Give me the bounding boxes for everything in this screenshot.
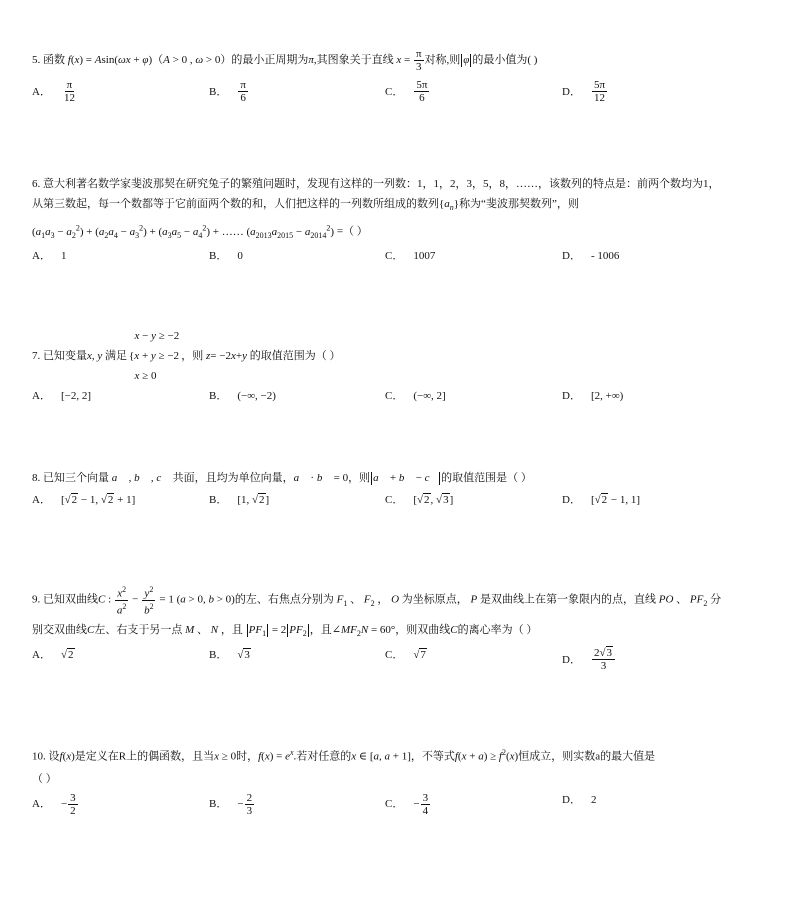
option-den: 12 [63, 92, 75, 104]
option-b[interactable] [209, 79, 249, 104]
stem-text: 对称,则 [424, 54, 461, 67]
option-c[interactable] [385, 388, 446, 404]
option-a[interactable] [32, 388, 91, 404]
stem-text: 为坐标原点， [401, 593, 468, 606]
stem-text: 的最小值为( ) [472, 54, 538, 67]
question-6-line-3 [32, 218, 772, 246]
constraint-system: x − y ≥ −2 {x + y ≥ −2 x ≥ 0 [129, 330, 180, 382]
option-d[interactable] [562, 246, 619, 266]
option-label: D． [562, 494, 581, 506]
option-text: [2, +∞) [590, 390, 624, 402]
option-b[interactable] [209, 388, 276, 404]
option-den: 12 [593, 92, 605, 104]
option-label: B． [209, 494, 228, 506]
option-a[interactable] [32, 79, 78, 104]
option-den: 6 [240, 92, 246, 104]
option-math: [√2 − 1, 1] [590, 494, 641, 506]
math-expression: $(a_1a_3 - a_2^2) + (a_2a_4 - a_3^2) + (a_3a_5 - a_4^2)$ + …… $(a_{2013}a_{2015} - a_{2014}^2)$ [32, 223, 335, 241]
option-den: 3 [246, 804, 253, 817]
stem-text: ，则 [348, 472, 371, 484]
stem-text: 是定义在R上的偶函数，且当 [74, 750, 215, 763]
option-sign: − [413, 798, 420, 811]
option-d[interactable] [562, 492, 640, 508]
option-num: π [66, 79, 73, 91]
option-label: A． [32, 798, 51, 811]
option-sign: − [237, 798, 244, 811]
option-label: A． [32, 85, 51, 98]
question-6-line-1 [32, 174, 772, 194]
option-num: 2 [246, 791, 253, 804]
option-text: - 1006 [590, 250, 620, 263]
stem-text: 的取值范围是（ ） [441, 472, 532, 484]
question-9-line-2: 别交双曲线C左、右支于另一点 M 、 N ，且 $PF_1 = 2$ $PF_2$ ，且$\angle MF_2N = 60^\circ$，则双曲线C的离心率为（ ） [32, 623, 538, 639]
stem-text: 时， [236, 750, 259, 763]
question-number: 8. [32, 472, 41, 484]
option-label: A． [32, 390, 51, 402]
stem-text: 恒成立，则实数a的最大值是 [518, 750, 656, 763]
stem-text: ，不等式 [410, 750, 455, 763]
option-text: 0 [237, 250, 243, 263]
question-number: 5. [32, 54, 41, 67]
stem-text: 从第三数起，每一个数都等于它前面两个数的和，人们把这样的一列数所组成的数列 [32, 198, 439, 210]
option-label: A． [32, 494, 51, 506]
option-c[interactable] [385, 647, 427, 663]
stem-text: 函数 [43, 54, 65, 67]
option-d[interactable] [562, 647, 616, 672]
option-c[interactable] [385, 79, 430, 104]
question-6-line-2: 从第三数起，每一个数都等于它前面两个数的和，人们把这样的一列数所组成的数列$\{a_n\}$称为“斐波那契数列”，则 [32, 198, 579, 213]
question-8 [32, 470, 772, 526]
question-8-stem: 8. 已知三个向量 a⃗ , b⃗ , c⃗ 共面，且均为单位向量，a⃗ · b⃗ = 0，则 a⃗ + b⃗ − c⃗ 的取值范围是（ ） [32, 472, 532, 484]
stem-text: 设 [48, 750, 60, 763]
option-den: 6 [419, 92, 425, 104]
option-label: A． [32, 649, 51, 662]
stem-text: 共面，且均为单位向量， [172, 472, 294, 484]
question-number: 7. [32, 350, 41, 362]
stem-text: 已知双曲线 [43, 593, 98, 606]
option-c[interactable] [385, 246, 435, 266]
question-6 [32, 174, 772, 280]
question-5 [32, 48, 772, 113]
option-text: (−∞, 2] [413, 390, 446, 402]
option-label: B． [209, 250, 228, 263]
question-7-stem: 7. 已知变量 x, y 满足 x − y ≥ −2 {x + y ≥ −2 x ≥ 0 ，则 z = −2 x + y 的取值范围为（ ） [32, 326, 772, 386]
question-9-line-1: 9. 已知双曲线C : $\frac{x^2}{a^2}$ − $\frac{y^2}{b^2}$ = 1 (a > 0, b > 0)的左、右焦点分别为 $F_1$ 、 $F_2$ ， O 为坐标原点， P 是双曲线上在第一象限内的点，直线 PO 、 $PF_2$ 分 [32, 585, 722, 617]
question-number: 9. [32, 593, 41, 606]
option-sign: − [60, 798, 68, 811]
option-label: A． [32, 250, 51, 263]
option-math: √2 [60, 649, 74, 662]
stem-text: 称为“斐波那契数列”，则 [459, 198, 579, 210]
option-text: [−2, 2] [60, 390, 91, 402]
stem-text: ，且 [220, 623, 243, 636]
option-label: C． [385, 494, 404, 506]
question-number: 10. [32, 750, 46, 763]
option-math: [√2 − 1, √2 + 1] [60, 494, 136, 506]
option-den: 2 [70, 804, 76, 817]
option-math: [1, √2] [237, 494, 270, 506]
option-c[interactable] [385, 792, 431, 817]
stem-text: =（ ） [336, 225, 368, 238]
question-7 [32, 326, 772, 422]
stem-text: 满足 [105, 350, 128, 362]
option-a[interactable] [32, 492, 135, 508]
question-number: 6. [32, 178, 41, 190]
stem-text: 别交双曲线 [32, 623, 87, 636]
option-label: C． [385, 250, 404, 263]
stem-text: ,其图象关于直线 [313, 54, 394, 67]
option-text: (−∞, −2) [237, 390, 276, 402]
stem-text: 的取值范围为（ ） [249, 350, 341, 362]
option-label: C． [385, 85, 404, 98]
option-num: π [240, 79, 246, 91]
option-text: 2 [590, 793, 597, 806]
option-label: B． [209, 85, 228, 98]
stem-text: 已知三个向量 [43, 472, 109, 484]
question-10-line-1: 10. 设f(x)是定义在R上的偶函数，且当x ≥ 0时，$f(x) = e^x$.若对任意的x ∈ [a, a + 1]，不等式$f(x + a) \ge f^2(x)$恒成立，则实数a的最大值是 [32, 748, 656, 763]
option-d[interactable] [562, 792, 596, 808]
option-label: B． [209, 390, 228, 402]
stem-text: 左、右支于另一点 [94, 623, 183, 636]
question-10-line-2: （ ） [32, 772, 57, 785]
option-text: 1 [60, 250, 67, 263]
question-9 [32, 584, 772, 677]
option-text: 1007 [413, 250, 436, 263]
fraction: $\frac{\pi}{3}$ [415, 48, 422, 73]
option-num: 5π [416, 79, 428, 91]
stem-text: 的最小正周期为 [231, 54, 309, 67]
option-label: D． [562, 390, 581, 402]
stem-text: 分 [710, 593, 722, 606]
stem-text: ，则双曲线 [395, 623, 451, 636]
option-label: D． [562, 653, 581, 666]
question-5-stem: 5. 函数 f(x) = Asin(ωx + φ)（A > 0 , ω > 0）的最小正周期为π,其图象关于直线 x = $\frac{\pi}{3}$ 对称,则 φ 的最小值为( ) [32, 48, 538, 73]
option-b[interactable] [209, 792, 255, 817]
stem-text: 是双曲线上在第一象限内的点，直线 [480, 593, 656, 606]
option-math: [√2, √3] [413, 494, 454, 506]
option-num: 3 [70, 791, 76, 804]
option-label: D． [562, 793, 581, 806]
stem-text: ，则 [181, 350, 204, 362]
stem-text: 已知变量 [43, 350, 87, 362]
option-d[interactable] [562, 79, 608, 104]
stem-text: 意大利著名数学家斐波那契在研究兔子的繁殖问题时，发现有这样的一列数：1，1，2，3，5，8，……，该数列的特点是：前两个数均为1， [43, 178, 720, 190]
question-10 [32, 742, 772, 826]
math-expression: f [67, 54, 71, 67]
option-b[interactable] [209, 246, 243, 266]
option-b[interactable] [209, 492, 269, 508]
option-label: D． [562, 250, 581, 263]
option-label: C． [385, 390, 404, 402]
option-b[interactable] [209, 647, 251, 663]
option-a[interactable] [32, 792, 79, 817]
stem-text: 的离心率为（ ） [457, 623, 538, 636]
stem-text: .若对任意的 [293, 750, 352, 763]
option-d[interactable] [562, 388, 623, 404]
option-math: √7 [413, 649, 426, 662]
option-label: B． [209, 798, 228, 811]
option-num: 3 [422, 791, 429, 804]
option-label: B． [209, 649, 228, 662]
option-c[interactable] [385, 492, 453, 508]
option-math: √3 [237, 649, 250, 662]
option-a[interactable] [32, 647, 75, 663]
option-a[interactable] [32, 246, 66, 266]
option-label: D． [562, 85, 581, 98]
option-math: $\frac{2√3}{3}$ [592, 647, 615, 672]
option-num: 5π [593, 79, 606, 91]
option-label: C． [385, 798, 404, 811]
option-den: 4 [422, 804, 429, 817]
option-label: C． [385, 649, 404, 662]
stem-text: 的左、右焦点分别为 [234, 593, 334, 606]
